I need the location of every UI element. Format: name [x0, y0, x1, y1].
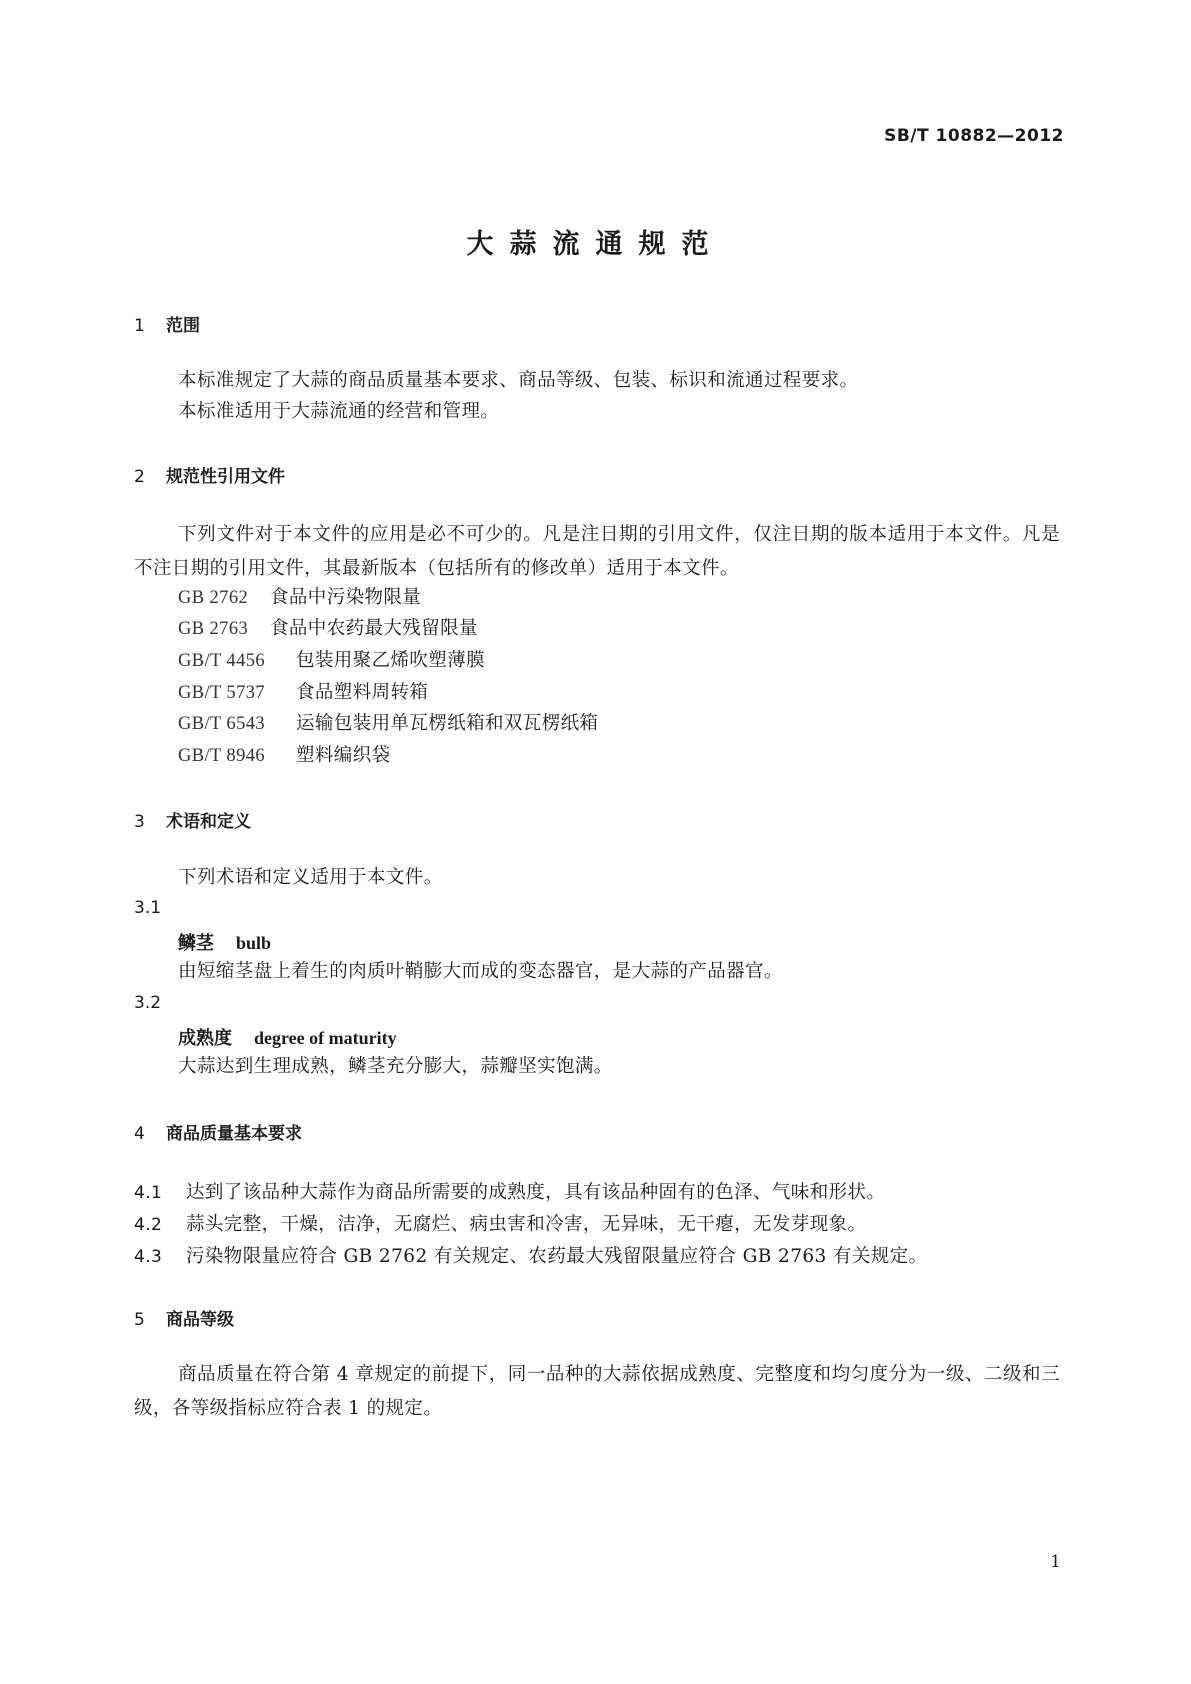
- reference-item: [178, 681, 428, 705]
- term-heading: [178, 1024, 397, 1050]
- section-title: 商品质量基本要求: [166, 1124, 302, 1144]
- reference-code: GB/T 6543: [178, 714, 266, 734]
- term-chinese: 成熟度: [178, 1028, 232, 1049]
- reference-item: [178, 617, 478, 641]
- section-number: 3: [134, 812, 145, 832]
- reference-title: 食品中污染物限量: [270, 587, 422, 608]
- section-title: 术语和定义: [166, 812, 251, 832]
- reference-code: GB/T 8946: [178, 746, 266, 766]
- term-number: 3.1: [134, 898, 162, 918]
- section-number: 5: [134, 1310, 145, 1330]
- section-1-heading: [134, 311, 200, 336]
- page-number: 1: [1050, 1552, 1061, 1572]
- reference-title: 食品中农药最大残留限量: [270, 618, 478, 639]
- section-title: 规范性引用文件: [166, 467, 285, 487]
- requirement-number: 4.1: [134, 1183, 163, 1203]
- term-chinese: 鳞茎: [178, 933, 214, 954]
- section-4-heading: [134, 1119, 302, 1144]
- section-number: 1: [134, 316, 145, 336]
- section-number: 4: [134, 1124, 145, 1144]
- reference-code: GB/T 5737: [178, 683, 266, 703]
- term-definition: 大蒜达到生理成熟，鳞茎充分膨大，蒜瓣坚实饱满。: [178, 1056, 613, 1077]
- requirement-text: 污染物限量应符合 GB 2762 有关规定、农药最大残留限量应符合 GB 2763 有关规定。: [186, 1246, 928, 1267]
- normative-references-paragraph: 下列文件对于本文件的应用是必不可少的。凡是注日期的引用文件，仅注日期的版本适用于本文件。凡是不注日期的引用文件，其最新版本（包括所有的修改单）适用于本文件。: [134, 524, 1060, 579]
- reference-item: [178, 586, 421, 610]
- reference-code: GB/T 4456: [178, 651, 266, 671]
- reference-code: GB 2762: [178, 588, 249, 608]
- standard-code: SB/T 10882—2012: [884, 126, 1064, 146]
- term-english: bulb: [236, 933, 272, 953]
- reference-title: 塑料编织袋: [296, 745, 391, 766]
- section-2-heading: [134, 462, 285, 487]
- reference-item: [178, 712, 598, 736]
- section-5-heading: [134, 1305, 234, 1330]
- section-3-heading: [134, 807, 251, 832]
- reference-item: [178, 744, 391, 768]
- reference-code: GB 2763: [178, 619, 249, 639]
- requirement-item: [134, 1242, 928, 1268]
- requirement-text: 蒜头完整，干燥，洁净，无腐烂、病虫害和冷害，无异味，无干瘪，无发芽现象。: [186, 1214, 867, 1235]
- section-number: 2: [134, 467, 145, 487]
- section-title: 商品等级: [166, 1310, 234, 1330]
- term-definition: 由短缩茎盘上着生的肉质叶鞘膨大而成的变态器官，是大蒜的产品器官。: [178, 961, 783, 982]
- requirement-item: [134, 1210, 866, 1236]
- requirement-text: 达到了该品种大蒜作为商品所需要的成熟度，具有该品种固有的色泽、气味和形状。: [186, 1182, 886, 1203]
- terms-paragraph: 下列术语和定义适用于本文件。: [178, 867, 443, 888]
- reference-item: [178, 649, 485, 673]
- section-title: 范围: [166, 316, 200, 336]
- scope-paragraph-2: 本标准适用于大蒜流通的经营和管理。: [178, 401, 500, 422]
- term-number: 3.2: [134, 993, 162, 1013]
- grade-paragraph: 商品质量在符合第 4 章规定的前提下，同一品种的大蒜依据成熟度、完整度和均匀度分为一级、二级和三级，各等级指标应符合表 1 的规定。: [134, 1364, 1060, 1419]
- scope-paragraph-1: 本标准规定了大蒜的商品质量基本要求、商品等级、包装、标识和流通过程要求。: [178, 370, 859, 391]
- requirement-number: 4.2: [134, 1215, 163, 1235]
- term-english: degree of maturity: [254, 1028, 397, 1048]
- requirement-item: [134, 1178, 885, 1204]
- requirement-number: 4.3: [134, 1247, 163, 1267]
- document-title: 大蒜流通规范: [466, 229, 725, 260]
- reference-title: 包装用聚乙烯吹塑薄膜: [296, 650, 486, 671]
- reference-title: 运输包装用单瓦楞纸箱和双瓦楞纸箱: [296, 713, 599, 734]
- reference-title: 食品塑料周转箱: [296, 682, 429, 703]
- term-heading: [178, 929, 271, 955]
